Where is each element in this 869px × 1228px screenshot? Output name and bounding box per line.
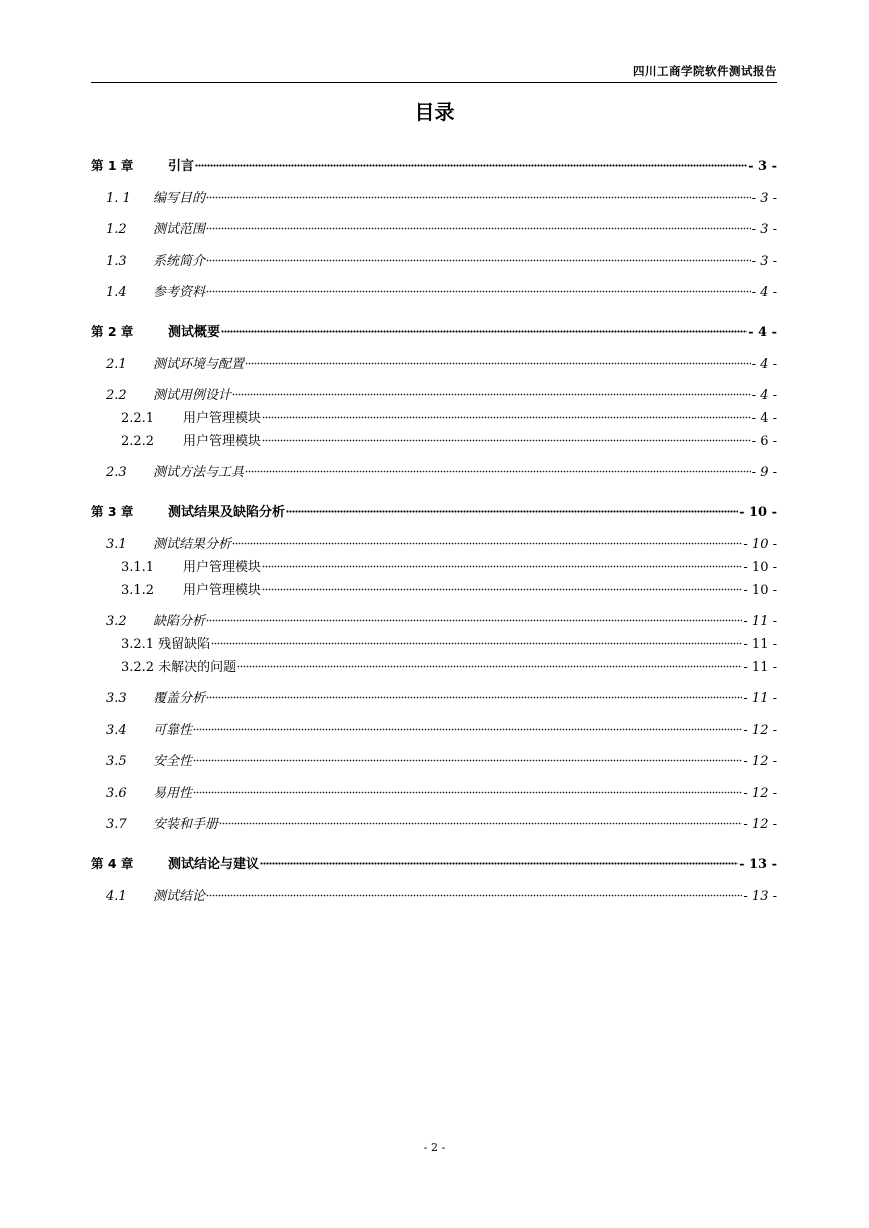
toc-entry-label: 测试范围 bbox=[153, 222, 206, 237]
dot-leader bbox=[245, 458, 751, 476]
toc-entry-number: 第 3 章 bbox=[91, 504, 134, 519]
toc-entry-section[interactable] bbox=[91, 607, 777, 631]
dot-leader bbox=[193, 716, 742, 734]
toc-entry-number: 3.2.2 bbox=[121, 660, 155, 675]
toc-entry-label: 缺陷分析 bbox=[153, 614, 206, 629]
dot-leader bbox=[262, 427, 751, 445]
dot-leader bbox=[262, 553, 742, 571]
toc-entry-label: 残留缺陷 bbox=[158, 637, 211, 652]
toc-entry-page: - 4 - bbox=[751, 357, 777, 372]
toc-entry-page: - 11 - bbox=[743, 614, 777, 629]
toc-entry-label: 安全性 bbox=[153, 754, 193, 769]
toc-entry-label: 测试结论 bbox=[153, 889, 206, 904]
dot-leader bbox=[193, 779, 742, 797]
toc-entry-label: 测试概要 bbox=[168, 325, 221, 340]
page-number: - 2 - bbox=[423, 1141, 446, 1154]
toc-entry-section[interactable] bbox=[91, 882, 777, 906]
toc-entry-section[interactable] bbox=[91, 278, 777, 302]
toc-entry-number: 3.1.1 bbox=[121, 560, 155, 575]
toc-entry-section[interactable] bbox=[91, 458, 777, 482]
toc-entry-subinline[interactable] bbox=[91, 630, 777, 654]
toc-entry-page: - 11 - bbox=[743, 660, 777, 675]
toc-entry-subinline[interactable] bbox=[91, 653, 777, 677]
toc-entry-page: - 3 - bbox=[751, 254, 777, 269]
toc-entry-chapter[interactable] bbox=[91, 318, 777, 342]
toc-entry-section[interactable] bbox=[91, 747, 777, 771]
toc-entry-page: - 6 - bbox=[751, 434, 777, 449]
toc-entry-page: - 10 - bbox=[743, 560, 777, 575]
toc-entry-section[interactable] bbox=[91, 716, 777, 740]
toc-entry-number: 2.3 bbox=[106, 465, 127, 480]
toc-entry-number: 1.4 bbox=[106, 285, 127, 300]
toc-entry-page: - 11 - bbox=[743, 637, 777, 652]
toc-entry-page: - 4 - bbox=[751, 285, 777, 300]
toc-entry-section[interactable] bbox=[91, 779, 777, 803]
dot-leader bbox=[195, 152, 747, 170]
toc-entry-label: 用户管理模块 bbox=[183, 583, 262, 598]
dot-leader bbox=[206, 684, 742, 702]
toc-entry-number: 2.2.2 bbox=[121, 434, 155, 449]
toc-entry-sub[interactable] bbox=[91, 427, 777, 451]
toc-entry-page: - 4 - bbox=[751, 388, 777, 403]
toc-entry-number: 2.2 bbox=[106, 388, 127, 403]
toc-entry-label: 易用性 bbox=[153, 786, 193, 801]
toc-entry-label: 测试结果分析 bbox=[153, 537, 232, 552]
toc-entry-section[interactable] bbox=[91, 684, 777, 708]
dot-leader bbox=[219, 810, 742, 828]
dot-leader bbox=[206, 278, 751, 296]
toc-entry-page: - 10 - bbox=[743, 583, 777, 598]
toc-entry-number: 4.1 bbox=[106, 889, 127, 904]
dot-leader bbox=[260, 850, 738, 868]
toc-entry-label: 用户管理模块 bbox=[183, 411, 262, 426]
dot-leader bbox=[206, 882, 742, 900]
dot-leader bbox=[206, 184, 751, 202]
toc-entry-label: 用户管理模块 bbox=[183, 434, 262, 449]
dot-leader bbox=[206, 215, 751, 233]
toc-entry-label: 安装和手册 bbox=[153, 817, 219, 832]
toc-entry-page: - 12 - bbox=[743, 817, 777, 832]
toc-entry-page: - 13 - bbox=[739, 857, 777, 872]
dot-leader bbox=[221, 318, 747, 336]
toc-entry-label: 测试用例设计 bbox=[153, 388, 232, 403]
toc-entry-number: 3.2.1 bbox=[121, 637, 155, 652]
toc-entry-section[interactable] bbox=[91, 184, 777, 208]
toc-entry-number: 1. 1 bbox=[106, 191, 131, 206]
toc-entry-label: 测试结果及缺陷分析 bbox=[168, 505, 286, 520]
toc-entry-page: - 12 - bbox=[743, 754, 777, 769]
toc-entry-label: 引言 bbox=[168, 159, 195, 174]
toc-entry-page: - 10 - bbox=[743, 537, 777, 552]
toc-entry-number: 3.2 bbox=[106, 614, 127, 629]
header-rule bbox=[91, 82, 777, 83]
running-header: 四川工商学院软件测试报告 bbox=[633, 64, 777, 78]
toc-entry-label: 可靠性 bbox=[153, 723, 193, 738]
toc-entry-number: 1.2 bbox=[106, 222, 127, 237]
toc-entry-section[interactable] bbox=[91, 810, 777, 834]
dot-leader bbox=[245, 350, 751, 368]
toc-entry-label: 测试方法与工具 bbox=[153, 465, 245, 480]
toc-entry-label: 未解决的问题 bbox=[158, 660, 237, 675]
toc-entry-chapter[interactable] bbox=[91, 850, 777, 874]
toc-entry-page: - 9 - bbox=[751, 465, 777, 480]
toc-entry-page: - 3 - bbox=[751, 191, 777, 206]
toc-entry-page: - 4 - bbox=[751, 411, 777, 426]
toc-entry-number: 3.1.2 bbox=[121, 583, 155, 598]
toc-entry-page: - 10 - bbox=[739, 505, 777, 520]
toc-entry-chapter[interactable] bbox=[91, 152, 777, 176]
toc-entry-section[interactable] bbox=[91, 530, 777, 554]
toc-entry-page: - 11 - bbox=[743, 691, 777, 706]
toc-entry-page: - 4 - bbox=[748, 325, 777, 340]
toc-entry-label: 系统简介 bbox=[153, 254, 206, 269]
toc-entry-number: 3.5 bbox=[106, 754, 127, 769]
toc-entry-number: 3.1 bbox=[106, 537, 127, 552]
toc-entry-label: 参考资料 bbox=[153, 285, 206, 300]
toc-entry-number: 第 1 章 bbox=[91, 158, 134, 173]
toc-entry-section[interactable] bbox=[91, 215, 777, 239]
dot-leader bbox=[193, 747, 742, 765]
dot-leader bbox=[232, 530, 742, 548]
toc-entry-label: 编写目的 bbox=[153, 191, 206, 206]
dot-leader bbox=[262, 576, 742, 594]
toc-entry-page: - 12 - bbox=[743, 723, 777, 738]
toc-entry-label: 测试环境与配置 bbox=[153, 357, 245, 372]
dot-leader bbox=[232, 381, 751, 399]
toc-entry-number: 3.7 bbox=[106, 817, 127, 832]
toc-entry-page: - 3 - bbox=[748, 159, 777, 174]
toc-entry-chapter[interactable] bbox=[91, 498, 777, 522]
toc-entry-number: 2.2.1 bbox=[121, 411, 155, 426]
toc-entry-section[interactable] bbox=[91, 381, 777, 405]
dot-leader bbox=[286, 498, 738, 516]
dot-leader bbox=[262, 404, 751, 422]
toc-entry-label: 用户管理模块 bbox=[183, 560, 262, 575]
toc-entry-number: 第 2 章 bbox=[91, 324, 134, 339]
dot-leader bbox=[237, 653, 742, 671]
toc-entry-page: - 13 - bbox=[743, 889, 777, 904]
toc-entry-label: 测试结论与建议 bbox=[168, 857, 260, 872]
toc-entry-sub[interactable] bbox=[91, 404, 777, 428]
toc-entry-number: 3.3 bbox=[106, 691, 127, 706]
toc-title: 目录 bbox=[414, 100, 455, 124]
dot-leader bbox=[206, 247, 751, 265]
dot-leader bbox=[211, 630, 742, 648]
toc-entry-sub[interactable] bbox=[91, 553, 777, 577]
dot-leader bbox=[206, 607, 742, 625]
toc-entry-sub[interactable] bbox=[91, 576, 777, 600]
toc-entry-label: 覆盖分析 bbox=[153, 691, 206, 706]
toc-entry-number: 1.3 bbox=[106, 254, 127, 269]
toc-entry-number: 第 4 章 bbox=[91, 856, 134, 871]
toc-entry-section[interactable] bbox=[91, 350, 777, 374]
toc-entry-number: 3.4 bbox=[106, 723, 127, 738]
toc-entry-section[interactable] bbox=[91, 247, 777, 271]
toc-entry-number: 2.1 bbox=[106, 357, 127, 372]
toc-entry-page: - 3 - bbox=[751, 222, 777, 237]
toc-entry-number: 3.6 bbox=[106, 786, 127, 801]
toc-entry-page: - 12 - bbox=[743, 786, 777, 801]
